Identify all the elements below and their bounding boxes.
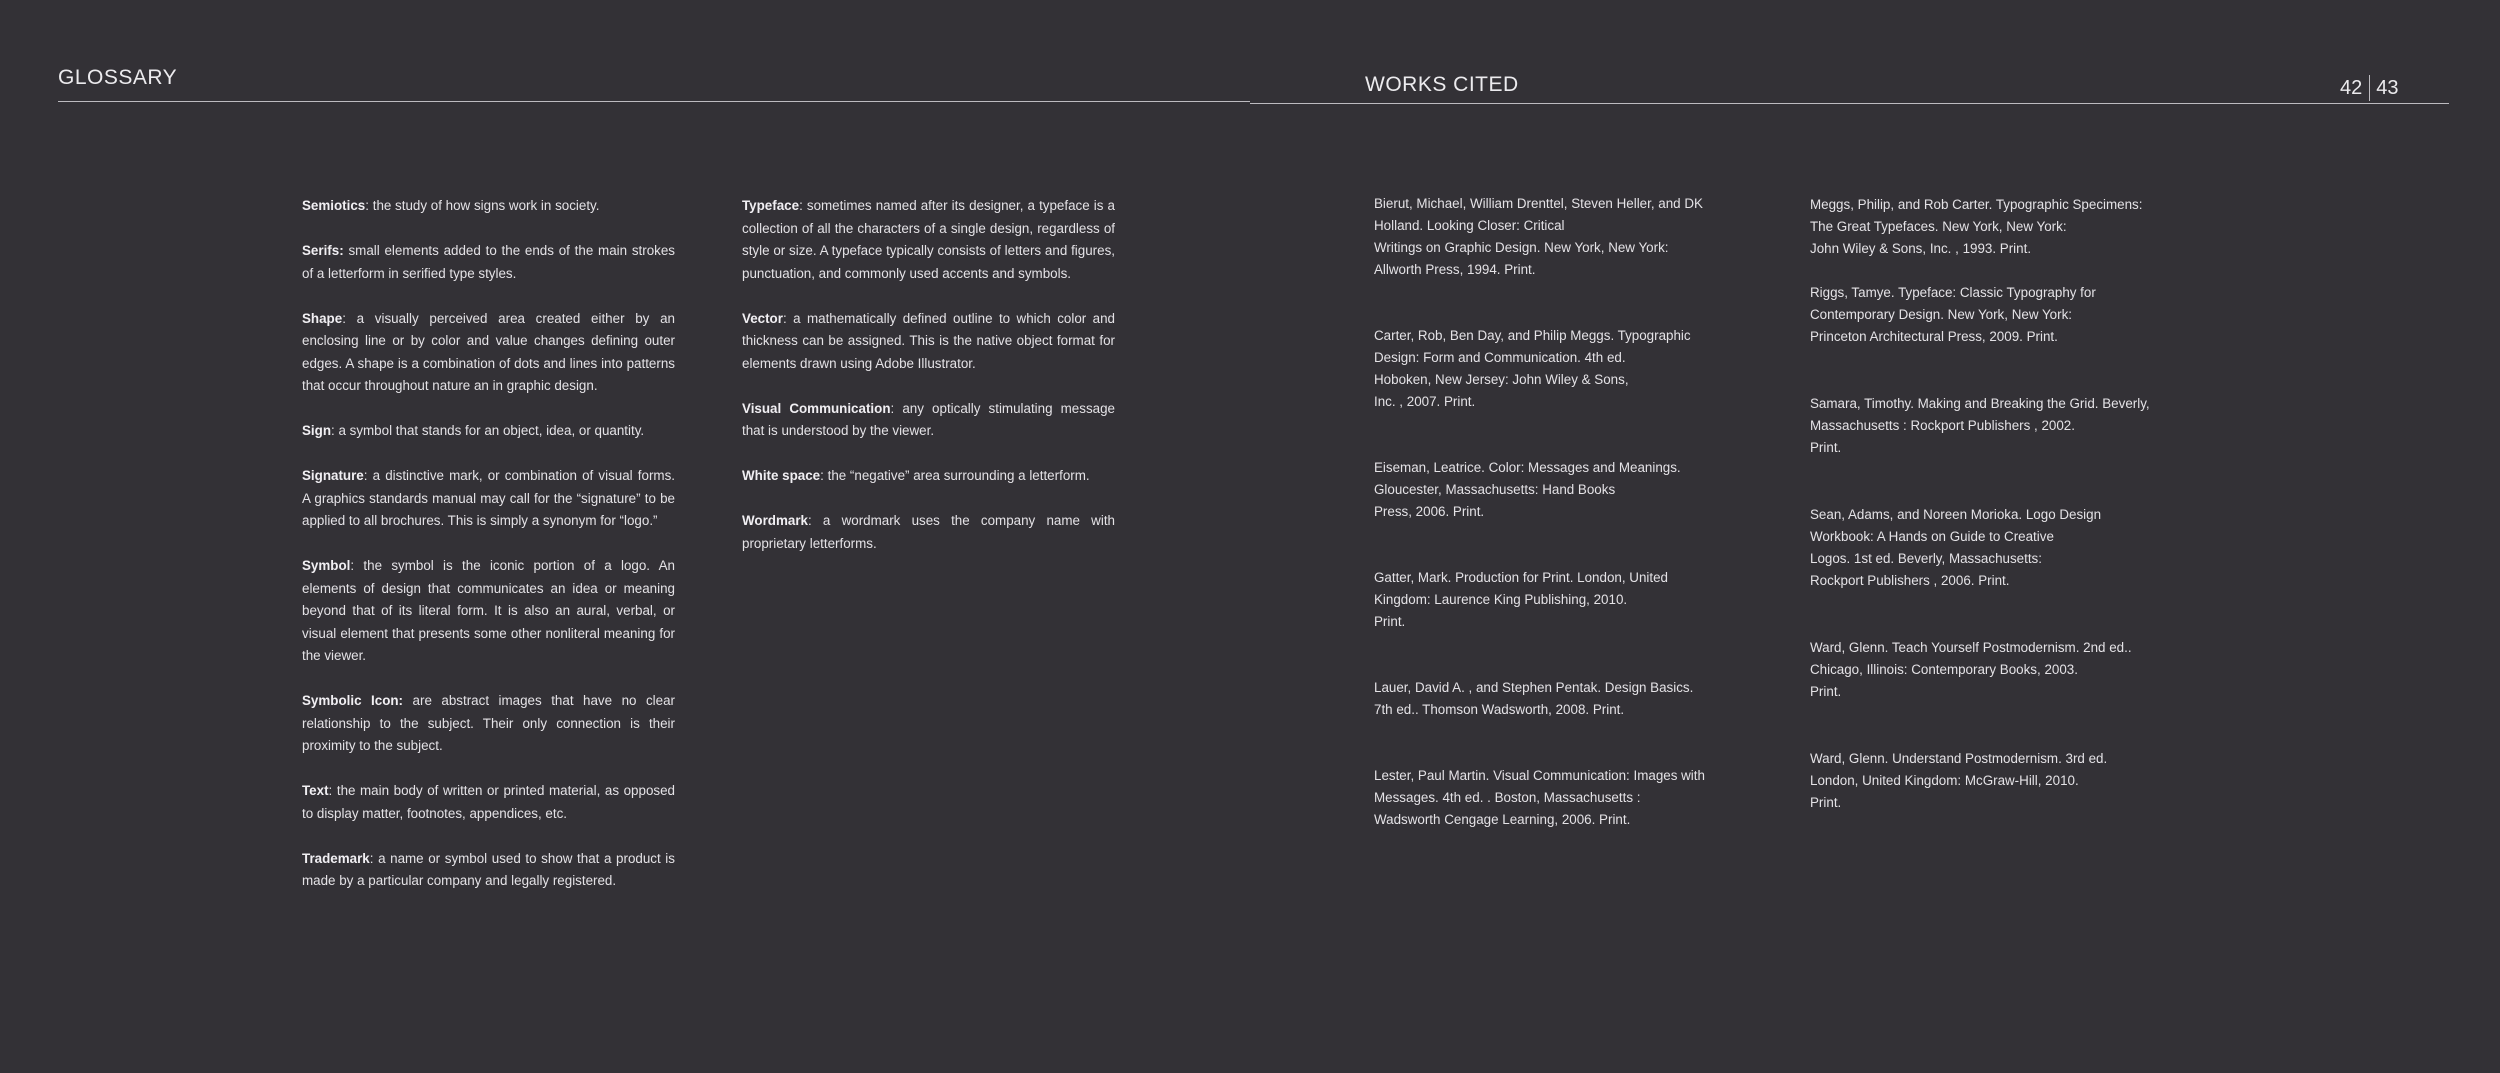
citation-line: Sean, Adams, and Noreen Morioka. Logo Design (1810, 507, 2102, 522)
glossary-entry-signature (302, 465, 675, 533)
glossary-entry-symbol (302, 555, 675, 668)
glossary-entry-text (302, 780, 675, 825)
citation-gatter (1374, 567, 1774, 633)
glossary-sep: : (799, 198, 807, 213)
citation-ward-teach (1810, 637, 2210, 703)
citation-line: Carter, Rob, Ben Day, and Philip Meggs. Typographic (1374, 328, 1691, 343)
glossary-sep: : (328, 783, 337, 798)
citation-line: Print. (1810, 795, 1842, 810)
glossary-sep: : (890, 400, 903, 416)
citation-line: Lauer, David A. , and Stephen Pentak. Design Basics. (1374, 680, 1694, 695)
glossary-term: Semiotics (302, 198, 366, 213)
citation-line: The Great Typefaces. New York, New York: (1810, 219, 2067, 234)
citation-meggs (1810, 194, 2210, 260)
glossary-definition: a name or symbol used to show that a product is made by a particular company and legally registered. (302, 850, 675, 888)
citation-ward-understand (1810, 748, 2210, 814)
page-numbers (2340, 75, 2399, 101)
glossary-term: Symbol (302, 558, 351, 573)
page-number-left: 42 (2340, 76, 2363, 99)
glossary-sep: : (350, 558, 364, 573)
glossary-entry-shape (302, 308, 675, 398)
glossary-entry-semiotics (302, 195, 675, 218)
citation-samara (1810, 393, 2210, 459)
glossary-entry-serifs (302, 240, 675, 285)
glossary-term: Visual Communication (742, 400, 891, 416)
glossary-term: Trademark (302, 850, 370, 866)
glossary-definition: the study of how signs work in society. (372, 198, 600, 213)
citation-line: Writings on Graphic Design. New York, New York: (1374, 240, 1669, 255)
citation-line: Ward, Glenn. Understand Postmodernism. 3rd ed. (1810, 751, 2108, 766)
glossary-sep: : (331, 423, 339, 438)
citation-riggs (1810, 282, 2210, 348)
works-cited-column-2 (1810, 194, 2210, 814)
glossary-definition: a visually perceived area created either by an enclosing line or by color and value changes defining outer edges. A shape is a combination of dots and lines into patterns that occur throughout nature an in graphic design. (302, 310, 675, 393)
citation-line: Kingdom: Laurence King Publishing, 2010. (1374, 592, 1628, 607)
glossary-term: Wordmark (742, 513, 808, 528)
glossary-heading: GLOSSARY (58, 66, 178, 89)
glossary-term: Text (302, 783, 329, 798)
citation-line: Ward, Glenn. Teach Yourself Postmodernism. 2nd ed.. (1810, 640, 2132, 655)
glossary-sep: : (363, 468, 373, 483)
citation-line: Bierut, Michael, William Drenttel, Steven Heller, and DK (1374, 196, 1703, 211)
works-cited-column-1 (1374, 193, 1774, 831)
citation-line: Lester, Paul Martin. Visual Communication: Images with (1374, 768, 1705, 783)
glossary-column-1 (302, 195, 675, 915)
citation-bierut (1374, 193, 1774, 281)
citation-line: Holland. Looking Closer: Critical (1374, 218, 1565, 233)
glossary-definition: the “negative” area surrounding a letterform. (827, 468, 1090, 483)
glossary-entry-vector (742, 308, 1115, 376)
glossary-term: Vector (742, 310, 783, 326)
glossary-entry-visual-communication (742, 398, 1115, 443)
citation-eiseman (1374, 457, 1774, 523)
citation-line: Press, 2006. Print. (1374, 504, 1485, 519)
glossary-definition: a distinctive mark, or combination of visual forms. A graphics standards manual may call for the “signature” to be applied to all brochures. This is simply a synonym for “logo.” (302, 468, 675, 528)
glossary-sep: : (782, 310, 794, 326)
citation-line: Contemporary Design. New York, New York: (1810, 307, 2072, 322)
citation-line: John Wiley & Sons, Inc. , 1993. Print. (1810, 241, 2032, 256)
glossary-definition: a wordmark uses the company name with proprietary letterforms. (742, 513, 1115, 551)
citation-line: 7th ed.. Thomson Wadsworth, 2008. Print. (1374, 702, 1625, 717)
citation-lauer (1374, 677, 1774, 721)
citation-line: Print. (1810, 440, 1842, 455)
glossary-term: Sign (302, 423, 332, 438)
glossary-entry-trademark (302, 848, 675, 893)
glossary-definition: any optically stimulating message that is understood by the viewer. (742, 400, 1115, 438)
citation-line: Rockport Publishers , 2006. Print. (1810, 573, 2010, 588)
glossary-sep: : (342, 310, 357, 326)
citation-line: London, United Kingdom: McGraw-Hill, 2010. (1810, 773, 2079, 788)
glossary-entry-typeface (742, 195, 1115, 285)
citation-line: Riggs, Tamye. Typeface: Classic Typography for (1810, 285, 2096, 300)
citation-line: Hoboken, New Jersey: John Wiley & Sons, (1374, 372, 1629, 387)
glossary-sep: : (820, 468, 828, 483)
citation-sean (1810, 504, 2210, 592)
glossary-term: White space (742, 468, 821, 483)
glossary-definition: sometimes named after its designer, a typeface is a collection of all the characters of a single design, regardless of style or size. A typeface typically consists of letters and figures, punctuation, and commonly used accents and symbols. (742, 198, 1115, 281)
glossary-definition: small elements added to the ends of the main strokes of a letterform in serified type styles. (302, 243, 675, 281)
citation-line: Samara, Timothy. Making and Breaking the Grid. Beverly, (1810, 396, 2150, 411)
glossary-sep: : (365, 198, 373, 213)
citation-line: Print. (1810, 684, 1842, 699)
right-header-rule (1250, 103, 2449, 104)
citation-line: Print. (1374, 614, 1406, 629)
glossary-entry-sign (302, 420, 675, 443)
citation-line: Princeton Architectural Press, 2009. Print. (1810, 329, 2058, 344)
glossary-column-2 (742, 195, 1115, 578)
glossary-entry-symbolic-icon (302, 690, 675, 758)
glossary-definition: a mathematically defined outline to which color and thickness can be assigned. This is the native object format for elements drawn using Adobe Illustrator. (742, 310, 1115, 371)
citation-line: Eiseman, Leatrice. Color: Messages and Meanings. (1374, 460, 1681, 475)
page-number-right: 43 (2376, 76, 2399, 99)
citation-line: Meggs, Philip, and Rob Carter. Typographic Specimens: (1810, 197, 2143, 212)
left-header-rule (58, 101, 1250, 102)
citation-line: Design: Form and Communication. 4th ed. (1374, 350, 1626, 365)
glossary-term: Shape (302, 310, 343, 326)
glossary-sep: : (807, 513, 823, 528)
citation-line: Logos. 1st ed. Beverly, Massachusetts: (1810, 551, 2042, 566)
glossary-term: Signature (302, 468, 364, 483)
citation-line: Workbook: A Hands on Guide to Creative (1810, 529, 2054, 544)
glossary-sep (403, 693, 413, 708)
glossary-term: Symbolic Icon: (302, 693, 404, 708)
page-number-divider (2369, 75, 2370, 101)
glossary-sep: : (369, 850, 379, 866)
citation-line: Massachusetts : Rockport Publishers , 2002. (1810, 418, 2075, 433)
glossary-entry-wordmark (742, 510, 1115, 555)
citation-carter (1374, 325, 1774, 413)
glossary-definition: are abstract images that have no clear relationship to the subject. Their only connection is their proximity to the subject. (302, 693, 675, 753)
glossary-definition: the main body of written or printed material, as opposed to display matter, footnotes, appendices, etc. (302, 783, 675, 821)
citation-lester (1374, 765, 1774, 831)
citation-line: Inc. , 2007. Print. (1374, 394, 1476, 409)
glossary-definition: a symbol that stands for an object, idea, or quantity. (338, 423, 645, 438)
glossary-definition: the symbol is the iconic portion of a logo. An elements of design that communicates an idea or meaning beyond that of its literal form. It is also an aural, verbal, or visual element that presents some other nonliteral meaning for the viewer. (302, 558, 675, 663)
citation-line: Gloucester, Massachusetts: Hand Books (1374, 482, 1616, 497)
glossary-entry-white-space (742, 465, 1115, 488)
citation-line: Wadsworth Cengage Learning, 2006. Print. (1374, 812, 1631, 827)
works-cited-heading: WORKS CITED (1365, 73, 1519, 96)
citation-line: Allworth Press, 1994. Print. (1374, 262, 1536, 277)
glossary-term: Typeface (742, 198, 800, 213)
citation-line: Chicago, Illinois: Contemporary Books, 2003. (1810, 662, 2078, 677)
citation-line: Messages. 4th ed. . Boston, Massachusetts : (1374, 790, 1641, 805)
glossary-term: Serifs: (302, 243, 344, 258)
citation-line: Gatter, Mark. Production for Print. London, United (1374, 570, 1668, 585)
